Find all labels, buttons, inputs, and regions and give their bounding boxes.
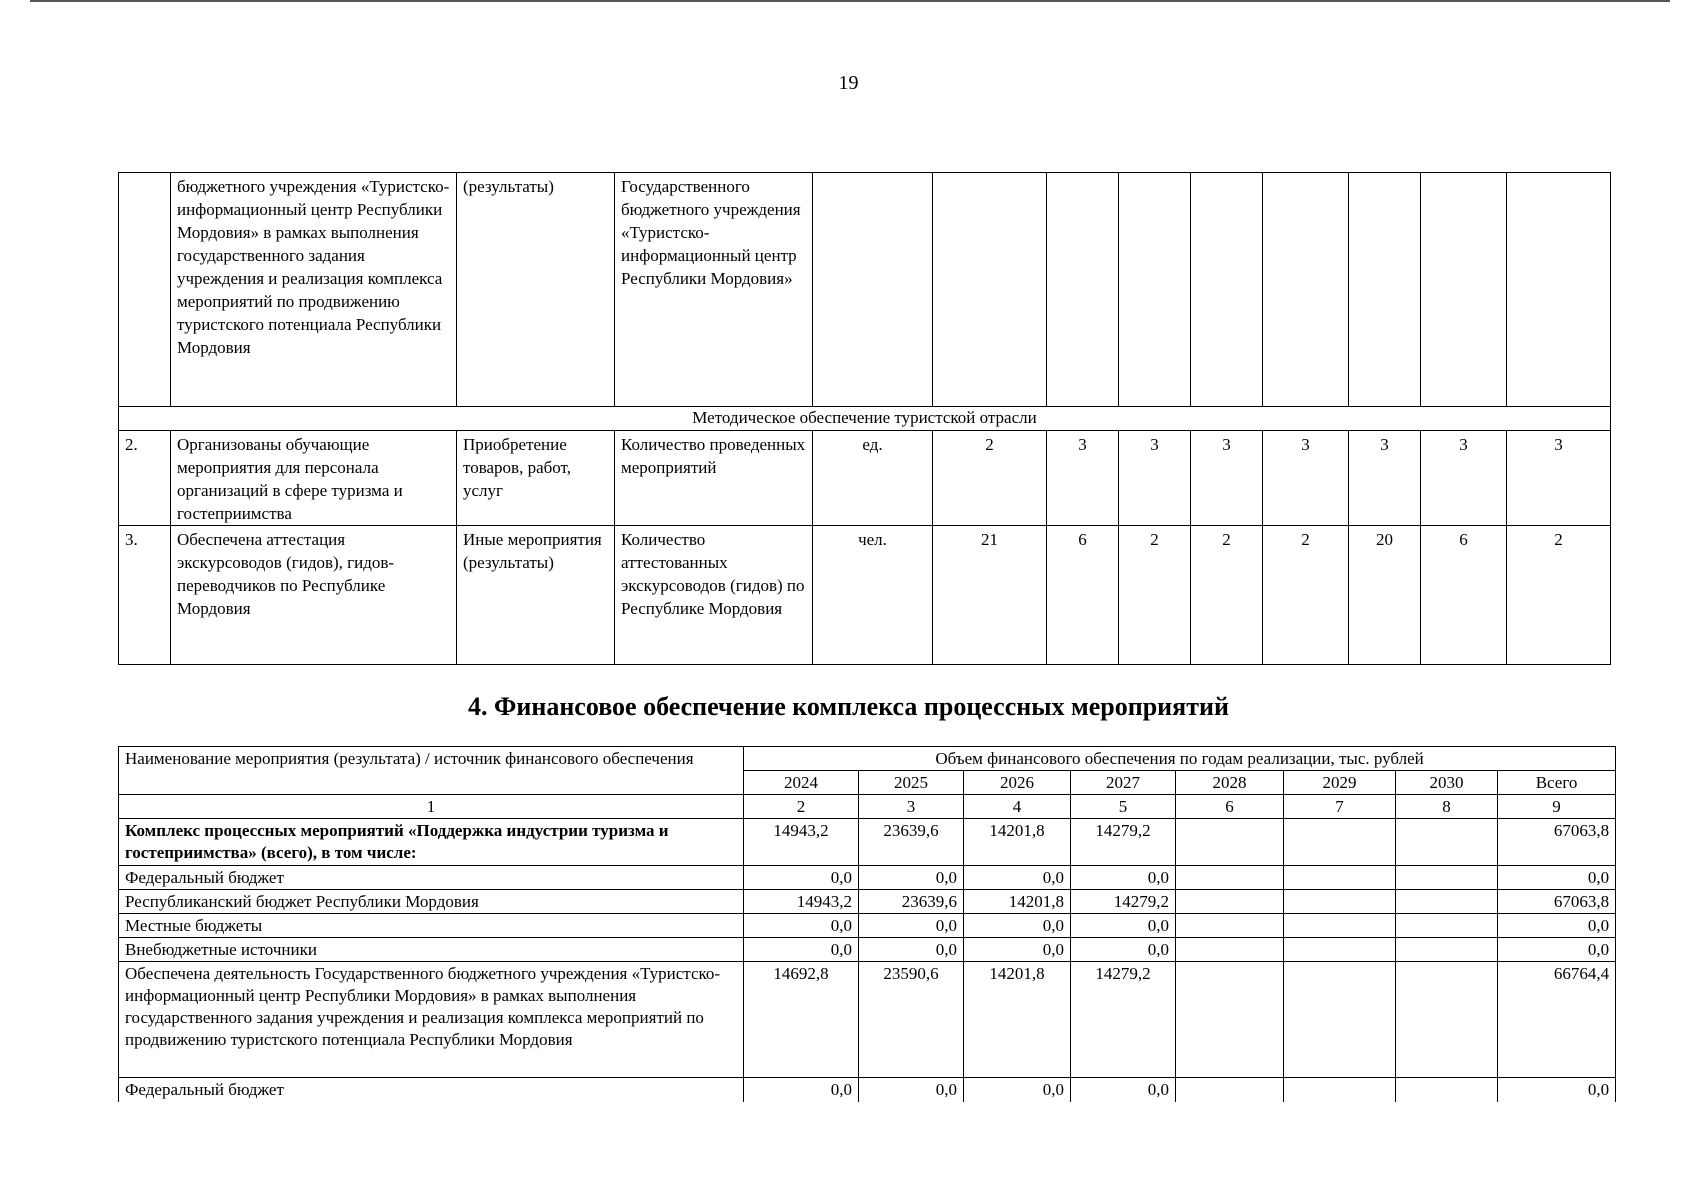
value-cell: 0,0 [1071, 866, 1176, 890]
table-cell [1191, 173, 1263, 407]
row-name: Внебюджетные источники [119, 938, 744, 962]
financing-table [118, 746, 1616, 1102]
column-number: 1 [119, 795, 744, 819]
column-number: 5 [1071, 795, 1176, 819]
header-name: Наименование мероприятия (результата) / источник финансового обеспечения [119, 747, 744, 795]
table-row [119, 431, 1611, 526]
header-volume: Объем финансового обеспечения по годам реализации, тыс. рублей [744, 747, 1616, 771]
page-number: 19 [838, 72, 859, 94]
unit-cell: ед. [813, 431, 933, 526]
value-cell: 6 [1421, 526, 1507, 665]
table-cell [933, 173, 1047, 407]
table-cell: Количество проведенных мероприятий [615, 431, 813, 526]
year-header: 2027 [1071, 771, 1176, 795]
value-cell: 0,0 [744, 1078, 859, 1102]
column-numbers-row [119, 795, 1616, 819]
table-row [119, 962, 1616, 1078]
value-cell [1176, 914, 1284, 938]
value-cell: 14201,8 [964, 962, 1071, 1078]
total-header: Всего [1498, 771, 1616, 795]
table-cell: Количество аттестованных экскурсоводов (гидов) по Республике Мордовия [615, 526, 813, 665]
row-name: Федеральный бюджет [119, 866, 744, 890]
row-name: Обеспечена деятельность Государственного бюджетного учреждения «Туристско-информационный центр Республики Мордовия» в рамках выполнения государственного задания учреждения и реализация комплекса мероприятий по продвижению туристского потенциала Республики Мордовия [119, 962, 744, 1078]
table-cell [1263, 173, 1349, 407]
table-cell [813, 173, 933, 407]
year-header: 2025 [859, 771, 964, 795]
value-cell [1396, 819, 1498, 866]
value-cell [1176, 962, 1284, 1078]
table-row [119, 526, 1611, 665]
year-header: 2029 [1284, 771, 1396, 795]
table-row [119, 890, 1616, 914]
table-row [119, 866, 1616, 890]
value-cell: 23590,6 [859, 962, 964, 1078]
value-cell [1176, 866, 1284, 890]
value-cell: 14279,2 [1071, 890, 1176, 914]
value-cell: 2 [1191, 526, 1263, 665]
total-cell: 0,0 [1498, 938, 1616, 962]
value-cell [1284, 1078, 1396, 1102]
table-cell: бюджетного учреждения «Туристско-информационный центр Республики Мордовия» в рамках выполнения государственного задания учреждения и реализация комплекса мероприятий по продвижению туристского потенциала Республики Мордовия [171, 173, 457, 407]
value-cell [1176, 819, 1284, 866]
value-cell [1396, 938, 1498, 962]
value-cell [1284, 890, 1396, 914]
value-cell: 14201,8 [964, 819, 1071, 866]
value-cell [1284, 866, 1396, 890]
indicators-table [118, 172, 1611, 665]
column-number: 2 [744, 795, 859, 819]
value-cell [1396, 866, 1498, 890]
total-cell: 67063,8 [1498, 819, 1616, 866]
value-cell: 0,0 [744, 866, 859, 890]
section-title: 4. Финансовое обеспечение комплекса процессных мероприятий [468, 692, 1229, 721]
total-cell: 0,0 [1498, 1078, 1616, 1102]
row-name: Комплекс процессных мероприятий «Поддержка индустрии туризма и гостеприимства» (всего), в том числе: [119, 819, 744, 866]
table-cell: (результаты) [457, 173, 615, 407]
table-cell: Организованы обучающие мероприятия для персонала организаций в сфере туризма и гостеприимства [171, 431, 457, 526]
value-cell [1396, 1078, 1498, 1102]
table-cell [119, 173, 171, 407]
value-cell: 3 [1191, 431, 1263, 526]
value-cell: 23639,6 [859, 819, 964, 866]
value-cell [1396, 914, 1498, 938]
value-cell: 0,0 [1071, 914, 1176, 938]
year-header: 2028 [1176, 771, 1284, 795]
table-row [119, 173, 1611, 407]
value-cell: 3 [1507, 431, 1611, 526]
scan-top-line [30, 0, 1670, 2]
value-cell: 0,0 [964, 1078, 1071, 1102]
column-number: 4 [964, 795, 1071, 819]
row-name: Местные бюджеты [119, 914, 744, 938]
column-number: 9 [1498, 795, 1616, 819]
value-cell: 3 [1119, 431, 1191, 526]
total-cell: 0,0 [1498, 914, 1616, 938]
value-cell: 14943,2 [744, 890, 859, 914]
value-cell: 0,0 [859, 1078, 964, 1102]
total-cell: 0,0 [1498, 866, 1616, 890]
value-cell: 0,0 [859, 914, 964, 938]
value-cell: 2 [933, 431, 1047, 526]
value-cell [1284, 938, 1396, 962]
column-number: 6 [1176, 795, 1284, 819]
year-header: 2026 [964, 771, 1071, 795]
value-cell [1284, 819, 1396, 866]
row-number: 2. [119, 431, 171, 526]
value-cell: 0,0 [744, 914, 859, 938]
unit-cell: чел. [813, 526, 933, 665]
value-cell: 3 [1047, 431, 1119, 526]
table-row [119, 819, 1616, 866]
value-cell: 14692,8 [744, 962, 859, 1078]
value-cell: 6 [1047, 526, 1119, 665]
column-number: 8 [1396, 795, 1498, 819]
value-cell: 3 [1349, 431, 1421, 526]
value-cell: 23639,6 [859, 890, 964, 914]
section-label: Методическое обеспечение туристской отрасли [119, 407, 1611, 431]
value-cell: 14201,8 [964, 890, 1071, 914]
table-cell [1349, 173, 1421, 407]
value-cell: 0,0 [964, 914, 1071, 938]
value-cell [1176, 890, 1284, 914]
table-cell: Приобретение товаров, работ, услуг [457, 431, 615, 526]
row-name: Федеральный бюджет [119, 1078, 744, 1102]
value-cell: 0,0 [744, 938, 859, 962]
value-cell: 0,0 [859, 866, 964, 890]
table-row [119, 914, 1616, 938]
header-row [119, 747, 1616, 771]
value-cell: 2 [1263, 526, 1349, 665]
value-cell: 20 [1349, 526, 1421, 665]
table-cell: Государственного бюджетного учреждения «Туристско-информационный центр Республики Мордовия» [615, 173, 813, 407]
column-number: 7 [1284, 795, 1396, 819]
year-header: 2030 [1396, 771, 1498, 795]
table-cell: Иные мероприятия (результаты) [457, 526, 615, 665]
value-cell: 14279,2 [1071, 962, 1176, 1078]
value-cell: 14279,2 [1071, 819, 1176, 866]
value-cell: 21 [933, 526, 1047, 665]
row-number: 3. [119, 526, 171, 665]
value-cell: 0,0 [1071, 938, 1176, 962]
value-cell: 0,0 [964, 938, 1071, 962]
total-cell: 66764,4 [1498, 962, 1616, 1078]
table-cell [1047, 173, 1119, 407]
table-row [119, 1078, 1616, 1102]
value-cell: 2 [1507, 526, 1611, 665]
value-cell [1284, 914, 1396, 938]
table-cell [1119, 173, 1191, 407]
total-cell: 67063,8 [1498, 890, 1616, 914]
value-cell [1284, 962, 1396, 1078]
value-cell: 3 [1263, 431, 1349, 526]
value-cell: 2 [1119, 526, 1191, 665]
value-cell: 3 [1421, 431, 1507, 526]
section-row [119, 407, 1611, 431]
value-cell: 0,0 [1071, 1078, 1176, 1102]
value-cell [1176, 1078, 1284, 1102]
column-number: 3 [859, 795, 964, 819]
value-cell [1176, 938, 1284, 962]
value-cell [1396, 962, 1498, 1078]
table-row [119, 938, 1616, 962]
table-cell: Обеспечена аттестация экскурсоводов (гидов), гидов-переводчиков по Республике Мордовия [171, 526, 457, 665]
year-header: 2024 [744, 771, 859, 795]
value-cell: 0,0 [964, 866, 1071, 890]
table-cell [1421, 173, 1507, 407]
table-cell [1507, 173, 1611, 407]
value-cell [1396, 890, 1498, 914]
value-cell: 0,0 [859, 938, 964, 962]
row-name: Республиканский бюджет Республики Мордовия [119, 890, 744, 914]
value-cell: 14943,2 [744, 819, 859, 866]
